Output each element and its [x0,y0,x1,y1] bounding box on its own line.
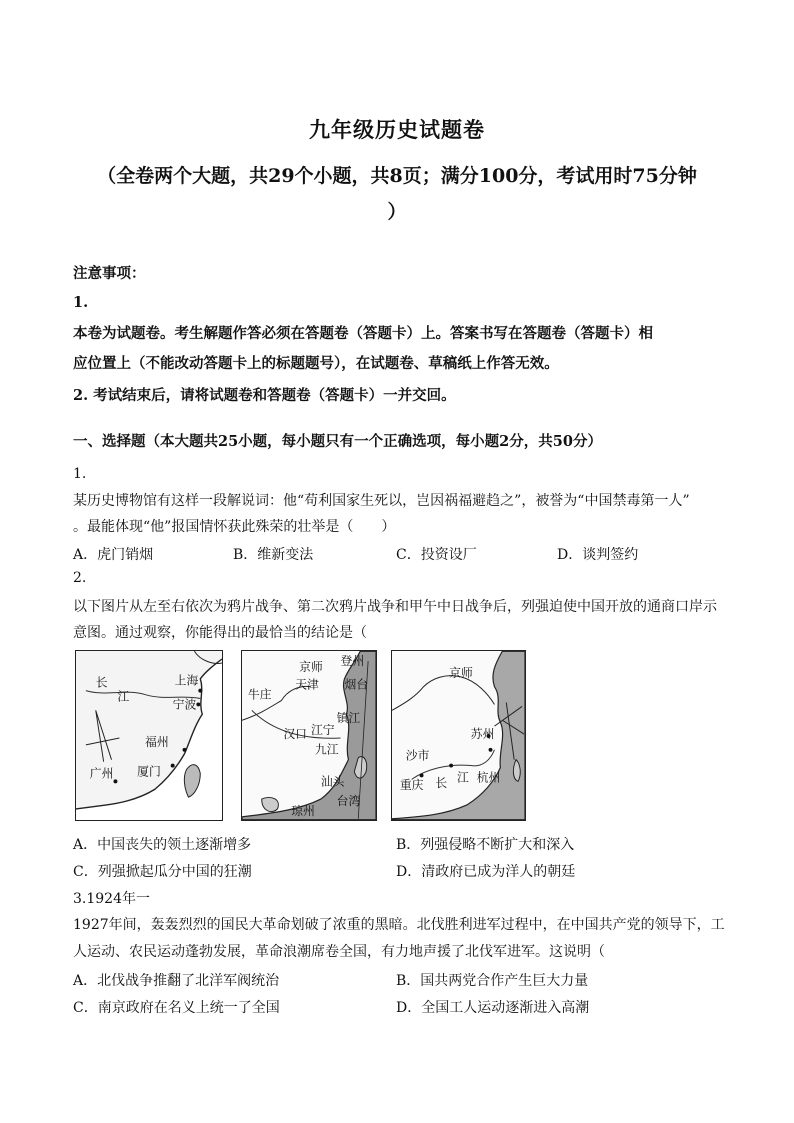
q1-stem-line-1: 某历史博物馆有这样一段解说词：他“苟利国家生死以，岂因祸福避趋之”，被誉为“中国禁毒第一人” [73,493,690,509]
map2-label-shantou: 汕头 [320,774,345,789]
map1-label-xiamen: 厦门 [137,764,161,779]
page-title: 九年级历史试题卷 [309,117,485,142]
q3-stem-line-2: 人运动、农民运动蓬勃发展，革命浪潮席卷全国，有力地声援了北伐军进军。这说明（ [73,944,605,960]
map1-label-guangzhou: 广州 [89,766,114,781]
map1-label-chang: 长 [95,675,108,690]
map2-label-yantai: 烟台 [344,677,369,692]
map3-label-hangzhou: 杭州 [476,770,501,785]
map2-label-jiangning: 江宁 [310,723,335,738]
map2-label-dengzhou: 登州 [340,654,365,669]
page-subtitle [60,158,734,230]
q1-option-b[interactable]: B．维新变法 [233,547,314,563]
q1-option-c[interactable]: C．投资设厂 [396,547,477,563]
map2-label-qiongzhou: 琼州 [291,803,315,818]
map-second-opium-war-ports [241,650,377,821]
q3-option-b[interactable]: B．国共两党合作产生巨大力量 [396,973,589,989]
subtitle-line-2: ） [387,201,407,223]
map-sino-japanese-war-ports [391,650,526,821]
map1-label-fuzhou: 福州 [145,734,169,749]
map2-label-taiwan: 台湾 [336,793,361,808]
q3-number: 3.1924年一 [73,891,150,907]
notice-item-1-line-2: 应位置上（不能改动答题卡上的标题题号），在试题卷、草稿纸上作答无效。 [73,355,559,372]
map-opium-war-ports [75,650,223,821]
q3-option-a[interactable]: A．北伐战争推翻了北洋军阀统治 [73,973,280,989]
notice-item-2: 2. 考试结束后，请将试题卷和答题卷（答题卡）一并交回。 [73,387,456,404]
q3-stem-line-1: 1927年间，轰轰烈烈的国民大革命划破了浓重的黑暗。北伐胜利进军过程中，在中国共产党的领导下，工 [73,917,725,933]
notice-item-1-line-1: 本卷为试题卷。考生解题作答必须在答题卷（答题卡）上。答案书写在答题卷（答题卡）相 [73,325,653,342]
q2-number: 2. [73,570,87,586]
map-1-svg [76,651,222,820]
map-3-svg [392,651,525,820]
map3-label-chongqing: 重庆 [399,778,424,793]
section-1-heading: 一、选择题（本大题共25小题，每小题只有一个正确选项，每小题2分，共50分） [73,433,602,450]
q1-option-a[interactable]: A．虎门销烟 [73,547,154,563]
q3-option-c[interactable]: C．南京政府在名义上统一了全国 [73,1000,280,1016]
q1-number: 1. [73,466,87,482]
notice-item-1-number: 1. [73,294,89,311]
map2-label-jingshi: 京师 [299,659,323,674]
map2-label-tianjin: 天津 [295,677,319,692]
map-2-svg [242,651,376,820]
map1-label-ningbo: 宁波 [172,697,197,712]
map2-label-hankou: 汉口 [283,726,308,741]
q1-option-d[interactable]: D．谈判签约 [557,547,639,563]
map3-label-chang: 长 [435,776,448,791]
q1-stem-line-2: 。最能体现“他”报国情怀获此殊荣的壮举是（ ） [73,519,396,535]
q2-option-d[interactable]: D．清政府已成为洋人的朝廷 [396,864,576,880]
map3-label-jiang: 江 [457,770,469,785]
map1-label-jiang: 江 [117,689,130,704]
map3-label-shashi: 沙市 [405,748,430,763]
map2-label-zhenjiang: 镇江 [336,711,361,726]
subtitle-line-1: （全卷两个大题，共29个小题，共8页；满分100分，考试用时75分钟 [97,165,697,187]
q2-option-b[interactable]: B．列强侵略不断扩大和深入 [396,837,575,853]
map1-label-shanghai: 上海 [174,673,199,688]
map3-label-jingshi: 京师 [449,665,473,680]
map2-label-jiujiang: 九江 [314,742,339,757]
map3-label-suzhou: 苏州 [470,726,495,741]
q2-stem-line-2: 意图。通过观察，你能得出的最恰当的结论是（ [73,625,367,641]
q2-stem-line-1: 以下图片从左至右依次为鸦片战争、第二次鸦片战争和甲午中日战争后，列强迫使中国开放的通商口岸示 [73,599,717,615]
q2-option-a[interactable]: A．中国丧失的领土逐渐增多 [73,837,252,853]
notice-heading: 注意事项： [73,265,146,282]
map2-label-niuzhuang: 牛庄 [247,687,272,702]
q3-option-d[interactable]: D．全国工人运动逐渐进入高潮 [396,1000,590,1016]
q2-option-c[interactable]: C．列强掀起瓜分中国的狂潮 [73,864,252,880]
